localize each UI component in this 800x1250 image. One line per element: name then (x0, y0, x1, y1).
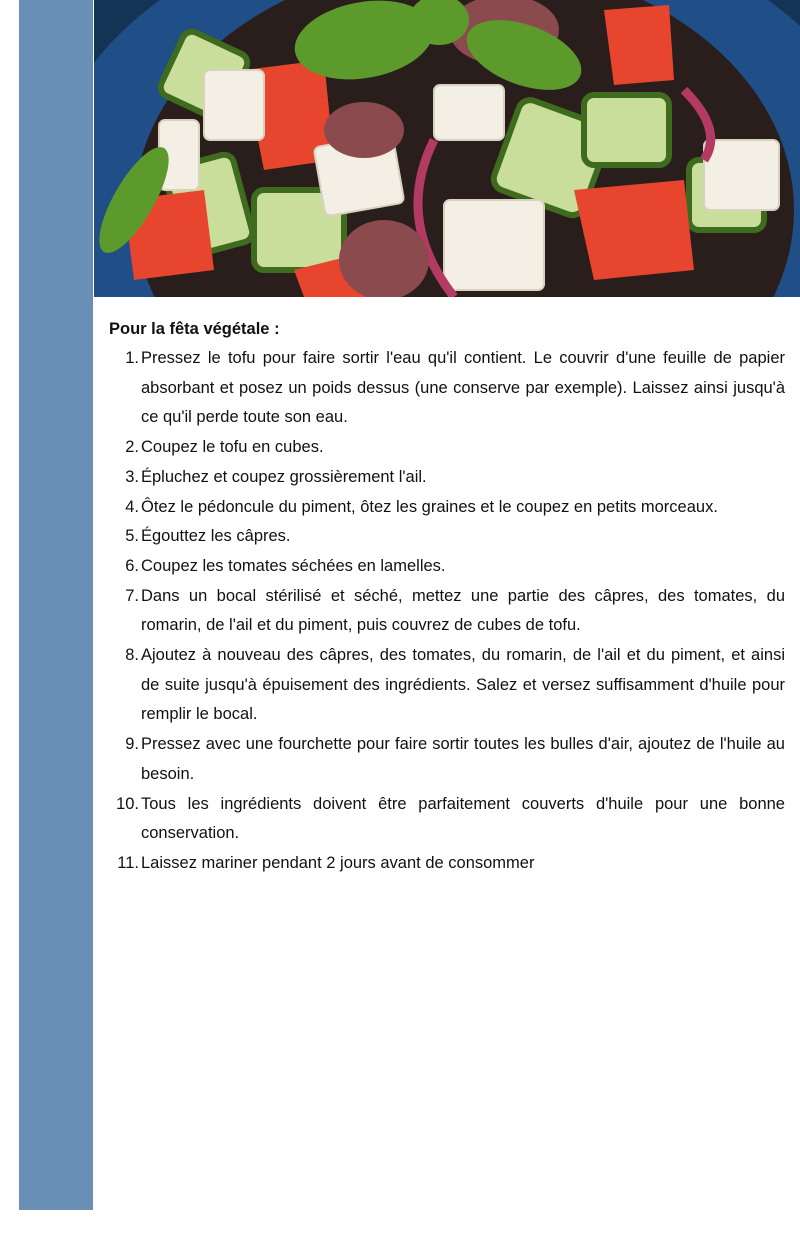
step-text: Coupez les tomates séchées en lamelles. (141, 556, 446, 575)
step-number: 1. (125, 349, 139, 367)
step-number: 8. (125, 646, 139, 665)
step-item (109, 641, 785, 730)
step-text: Épluchez et coupez grossièrement l'ail. (141, 467, 427, 486)
step-text: Laissez mariner pendant 2 jours avant de consommer (141, 853, 535, 872)
step-item (109, 463, 785, 493)
step-text: Dans un bocal stérilisé et séché, mettez une partie des câpres, des tomates, du romarin, de l'ail et du piment, puis couvrez de cubes de tofu. (141, 586, 785, 635)
step-text: Égouttez les câpres. (141, 527, 291, 546)
salad-photo (94, 0, 800, 297)
step-item (109, 849, 785, 879)
step-number: 9. (125, 735, 139, 754)
step-text: Ajoutez à nouveau des câpres, des tomates, du romarin, de l'ail et du piment, et ainsi de suite jusqu'à épuisement des ingrédients. Salez et versez suffisamment d'huile pour remplir le bocal. (141, 646, 785, 724)
step-text: Tous les ingrédients doivent être parfaitement couverts d'huile pour une bonne conservation. (141, 794, 785, 843)
step-item (109, 433, 785, 463)
salad-illustration (94, 0, 800, 297)
step-item (109, 493, 785, 523)
step-number: 3. (125, 467, 139, 486)
step-item (109, 522, 785, 552)
step-number: 6. (125, 556, 139, 575)
step-number: 5. (125, 527, 139, 546)
step-text: Ôtez le pédoncule du piment, ôtez les graines et le coupez en petits morceaux. (141, 497, 718, 516)
step-item (109, 552, 785, 582)
step-item (109, 730, 785, 789)
step-number: 11. (117, 853, 139, 872)
section-heading: Pour la fêta végétale : (109, 320, 280, 338)
step-text: Pressez avec une fourchette pour faire sortir toutes les bulles d'air, ajoutez de l'huile au besoin. (141, 735, 785, 783)
step-number: 4. (125, 497, 139, 516)
step-text: Coupez le tofu en cubes. (141, 438, 324, 457)
step-number: 2. (125, 438, 139, 457)
recipe-content (109, 316, 785, 879)
step-text: Pressez le tofu pour faire sortir l'eau qu'il contient. Le couvrir d'une feuille de papier absorbant et posez un poids dessus (une conserve par exemple). Laissez ainsi jusqu'à ce qu'il perde toute son eau. (141, 349, 785, 427)
step-number: 10. (116, 794, 139, 813)
step-item (109, 344, 785, 433)
step-item (109, 582, 785, 641)
step-number: 7. (125, 586, 139, 605)
step-item (109, 790, 785, 849)
steps-list (109, 344, 785, 879)
sidebar-accent-bar (19, 0, 93, 1210)
